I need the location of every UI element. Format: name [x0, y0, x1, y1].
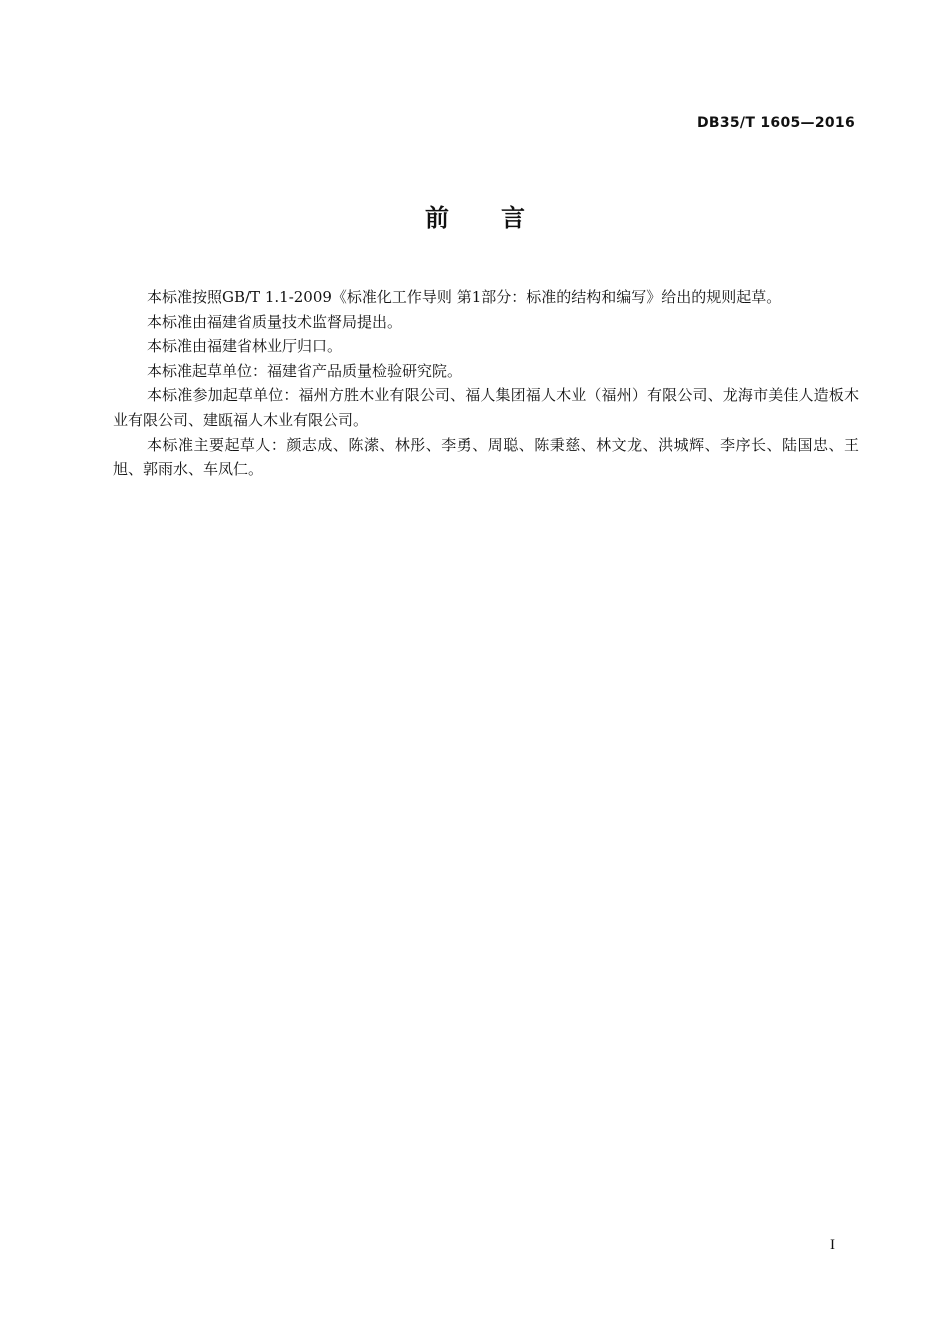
title-char-1: 前	[425, 204, 449, 232]
paragraph-drafting-rules: 本标准按照GB/T 1.1-2009《标准化工作导则 第1部分：标准的结构和编写》给出的规则起草。	[147, 288, 782, 306]
foreword-body	[113, 285, 859, 482]
page-title	[0, 198, 950, 233]
standard-code: DB35/T 1605—2016	[696, 115, 855, 131]
title-char-2: 言	[501, 204, 525, 232]
paragraph-participating-units: 本标准参加起草单位：福州方胜木业有限公司、福人集团福人木业（福州）有限公司、龙海市美佳人造板木业有限公司、建瓯福人木业有限公司。	[113, 386, 859, 429]
page-number: I	[830, 1237, 835, 1253]
paragraph-main-drafters: 本标准主要起草人：颜志成、陈潆、林彤、李勇、周聪、陈秉慈、林文龙、洪城辉、李序长、陆国忠、王旭、郭雨水、车凤仁。	[113, 435, 859, 479]
paragraph-drafting-unit: 本标准起草单位：福建省产品质量检验研究院。	[147, 361, 463, 380]
paragraph-proposer: 本标准由福建省质量技术监督局提出。	[147, 312, 403, 331]
paragraph-administrator: 本标准由福建省林业厅归口。	[147, 337, 343, 356]
